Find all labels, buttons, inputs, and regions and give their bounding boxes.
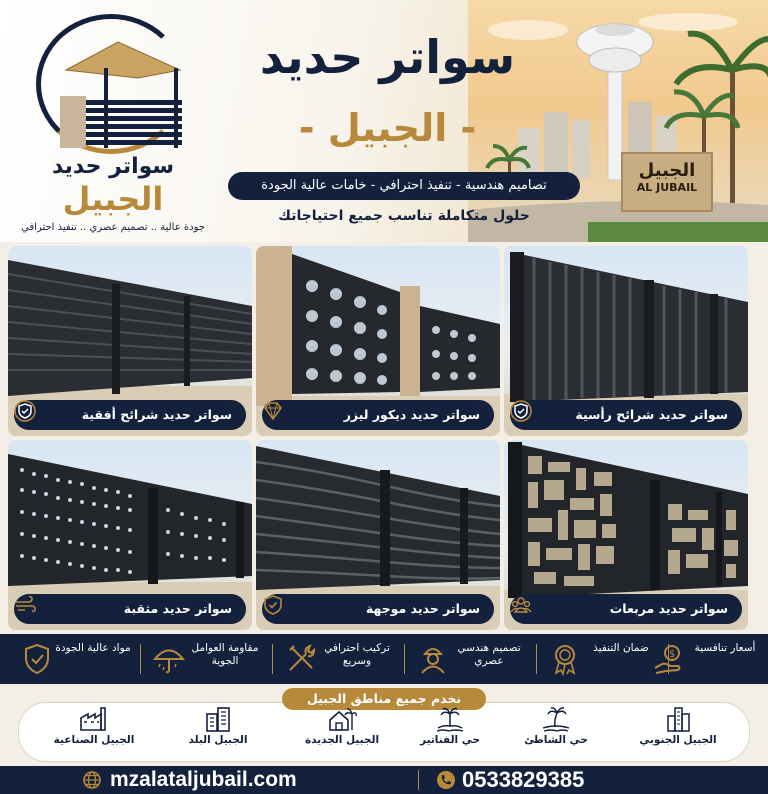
feature-label: تصميم هندسي عصري: [457, 642, 521, 667]
sign-arabic-text: الجبيل: [638, 160, 696, 181]
product-label: سواتر حديد شرائح رأسية: [510, 400, 742, 430]
footer-divider: [418, 770, 419, 790]
al-jubail-sign: [621, 152, 713, 212]
feature-modern-design: [410, 638, 532, 680]
feature-label: تركيب احترافي وسريع: [324, 642, 390, 667]
product-label: سواتر حديد شرائح أفقية: [14, 400, 246, 430]
area-fanateer: [400, 706, 500, 762]
tools-icon: [284, 642, 318, 676]
feature-divider: [140, 644, 141, 674]
feature-label: مقاومة العوامل الجوية: [191, 642, 259, 667]
money-hand-icon: [652, 642, 686, 676]
product-card-louvered[interactable]: [256, 440, 500, 630]
palm-island-icon: [435, 706, 465, 732]
feature-weather-resistance: [146, 638, 268, 680]
features-bar: [0, 634, 768, 684]
engineer-icon: [416, 642, 450, 676]
product-label: سواتر حديد مربعات: [510, 594, 742, 624]
product-card-horizontal-slats[interactable]: [8, 246, 252, 436]
area-label: حي الشاطئ: [524, 734, 588, 746]
hero-features-pill: تصاميم هندسية - تنفيذ احترافي - خامات عالية الجودة: [228, 172, 580, 200]
phone-icon: [436, 770, 456, 790]
areas-title: نخدم جميع مناطق الجبيل: [282, 688, 486, 710]
feature-divider: [536, 644, 537, 674]
house-palm-icon: [327, 706, 357, 732]
badge-icon: [548, 642, 582, 676]
product-label: سواتر حديد موجهة: [262, 594, 494, 624]
towers-icon: [663, 706, 693, 732]
shield-check-icon: [262, 594, 284, 616]
buildings-icon: [203, 706, 233, 732]
area-beach: [506, 706, 606, 762]
area-label: الجبيل البلد: [188, 734, 248, 746]
hero-subtitle: - الجبيل -: [298, 106, 477, 150]
feature-divider: [404, 644, 405, 674]
phone-number[interactable]: 0533829385: [462, 767, 585, 792]
area-label: حي الفناتير: [420, 734, 480, 746]
area-label: الجبيل الجديدة: [304, 734, 380, 746]
diamond-icon: [262, 400, 284, 422]
feature-professional-install: [278, 638, 400, 680]
feature-quality-materials: [14, 638, 136, 680]
hero-banner: [0, 0, 768, 242]
feature-competitive-prices: [646, 638, 768, 680]
product-card-vertical-slats[interactable]: [504, 246, 748, 436]
globe-icon: [82, 770, 102, 790]
service-areas: [0, 684, 768, 766]
hero-title: سواتر حديد: [259, 30, 516, 84]
feature-divider: [272, 644, 273, 674]
shield-icon: [20, 642, 54, 676]
area-label: الجبيل الصناعية: [53, 734, 135, 746]
product-label: سواتر حديد مثقبة: [14, 594, 246, 624]
product-grid: [8, 246, 760, 630]
shield-check-icon: [14, 400, 36, 422]
website-link[interactable]: mzalataljubail.com: [110, 768, 297, 791]
product-card-perforated[interactable]: [8, 440, 252, 630]
area-new-jubail: [292, 706, 392, 762]
area-old-town: [168, 706, 268, 762]
factory-icon: [79, 706, 109, 732]
contact-footer: [0, 766, 768, 794]
sign-english-text: AL JUBAIL: [636, 181, 698, 194]
beach-palm-icon: [541, 706, 571, 732]
product-card-laser-decor[interactable]: [256, 246, 500, 436]
logo-title: سواتر حديد: [51, 154, 175, 179]
brand-logo: [8, 8, 218, 238]
feature-label: ضمان التنفيذ: [593, 642, 649, 654]
hero-tagline: حلول متكاملة تناسب جميع احتياجاتك: [278, 208, 530, 224]
wind-icon: [14, 594, 36, 616]
group-icon: [510, 594, 532, 616]
feature-label: أسعار تنافسية: [694, 642, 756, 654]
svg-text:$: $: [669, 649, 676, 660]
product-card-squares[interactable]: [504, 440, 748, 630]
shade-structure-icon: [8, 8, 218, 158]
feature-label: مواد عالية الجودة: [55, 642, 131, 654]
logo-tagline: جودة عالية .. تصميم عصري .. تنفيذ احترافي: [21, 222, 205, 233]
logo-name: الجبيل: [62, 180, 164, 218]
area-industrial: [44, 706, 144, 762]
area-label: الجبيل الجنوبي: [639, 734, 717, 746]
shield-check-icon: [510, 400, 532, 422]
product-label: سواتر حديد ديكور ليزر: [262, 400, 494, 430]
umbrella-icon: [152, 642, 186, 676]
area-south-jubail: [628, 706, 728, 762]
